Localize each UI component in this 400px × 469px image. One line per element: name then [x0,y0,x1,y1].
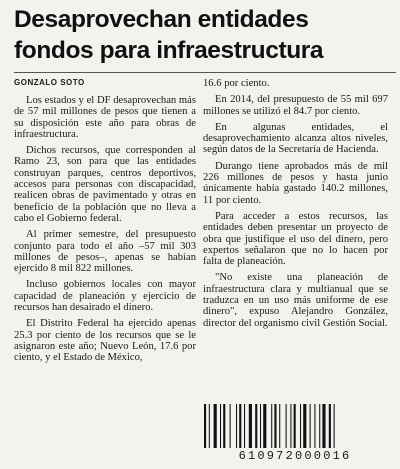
barcode [202,404,388,448]
paragraph: Dichos recursos, que corresponden al Ramo 23, son para que las entidades construyan parques, centros deportivos, accesos para personas con discapacidad, realicen obras de pavimentado y otras en beneficio de la población que no lleva a cabo el Gobierno federal. [14,145,196,224]
paragraph-continuation: 16.6 por ciento. [203,78,270,89]
headline [14,4,394,66]
headline-rule [14,72,396,73]
paragraph: Al primer semestre, del presupuesto conjunto para todo el año –57 mil 303 millones de pesos–, apenas se habían ejercido 8 mil 822 millones. [14,229,196,275]
headline-line-2: fondos para infraestructura [14,37,324,64]
byline: GONZALO SOTO [14,78,85,87]
headline-line-1: Desaprovechan entidades [14,6,309,33]
paragraph: "No existe una planeación de infraestructura clara y multianual que se traduzca en un uso más uniforme de ese dinero", expuso Alejandro González, director del organismo civil Gestión Social. [203,272,388,329]
paragraph: El Distrito Federal ha ejercido apenas 25.3 por ciento de los recursos que se le asignaron este año; Nuevo León, 17.6 por ciento, y el Estado de México, [14,318,196,364]
paragraph: En 2014, del presupuesto de 55 mil 697 millones se utilizó el 84.7 por ciento. [203,94,388,117]
paragraph: En algunas entidades, el desaprovechamiento alcanza altos niveles, según datos de la Secretaría de Hacienda. [203,121,388,156]
paragraph: Los estados y el DF desaprovechan más de 57 mil millones de pesos que tienen a su disposición este año para obras de infraestructura. [14,95,196,140]
right-column [203,78,388,334]
barcode-number: 610972000016 [238,449,352,463]
paragraph: Durango tiene aprobados más de mil 226 millones de pesos y hasta junio únicamente había gastado 140.2 millones, 11 por ciento. [203,160,388,206]
paragraph: Para acceder a estos recursos, las entidades deben presentar un proyecto de obra que justifique el uso del dinero, pero expertos señalaron que no lo hacen por falta de planeación. [203,210,388,268]
left-column [14,95,196,369]
paragraph: Incluso gobiernos locales con mayor capacidad de planeación y ejercicio de recursos han desairado el dinero. [14,279,196,314]
